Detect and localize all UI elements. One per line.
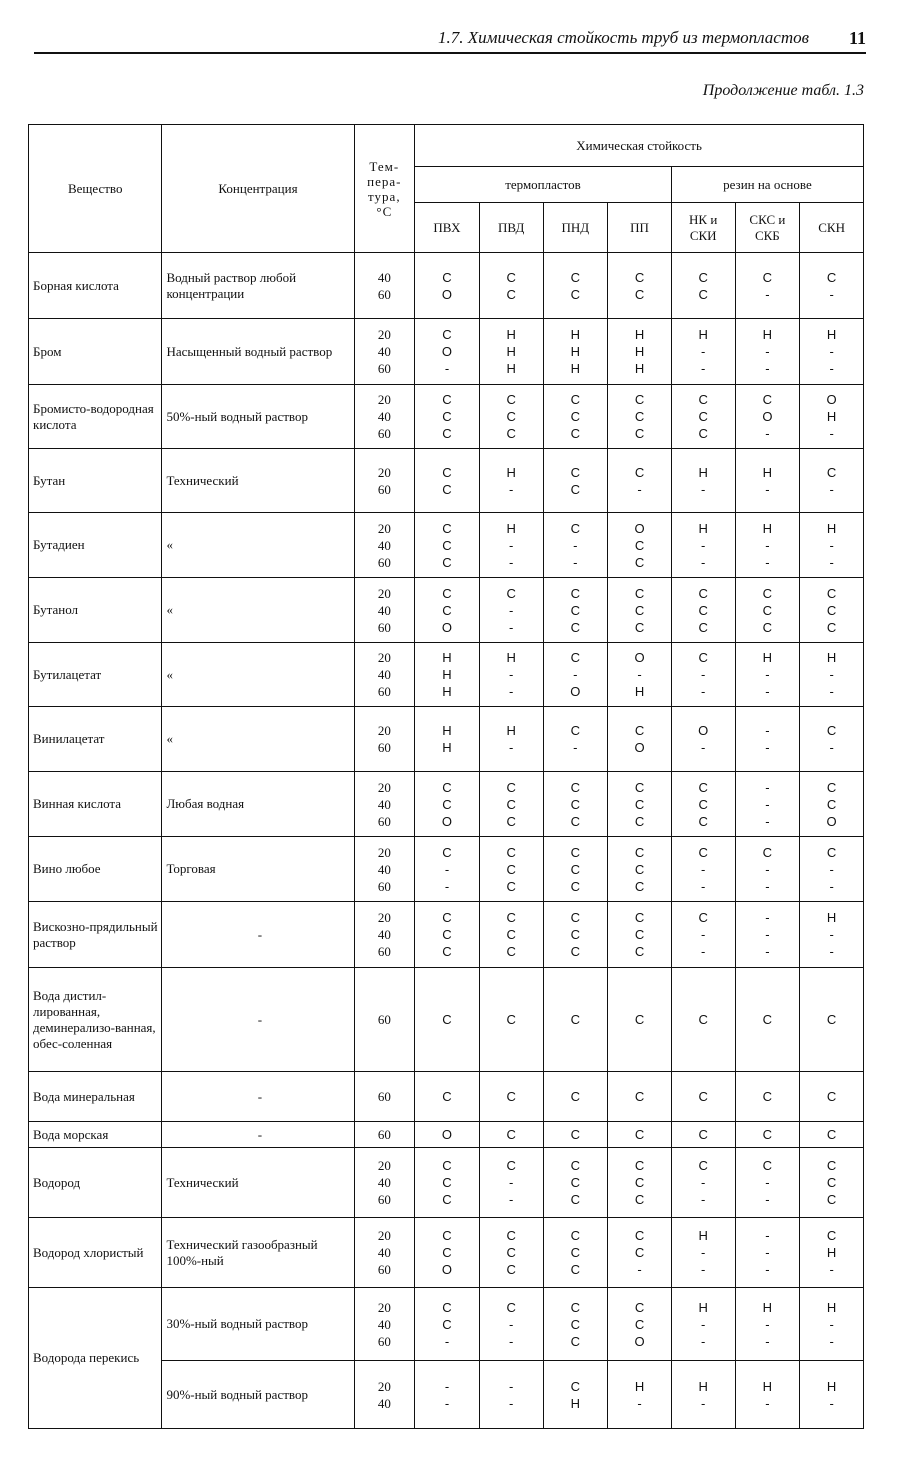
- table-row: [29, 449, 864, 513]
- resistance-value-cell: О: [415, 1122, 480, 1148]
- column-header-material: ПП: [608, 203, 672, 253]
- resistance-value-cell: С С О: [415, 772, 480, 837]
- resistance-value-cell: С С С: [479, 902, 543, 968]
- substance-cell: Водорода перекись: [29, 1288, 162, 1429]
- table-row: [29, 253, 864, 319]
- resistance-value-cell: О -: [671, 707, 735, 772]
- resistance-value-cell: С С С: [543, 578, 608, 643]
- resistance-value-cell: С О: [415, 253, 480, 319]
- resistance-value-cell: С С О: [800, 772, 864, 837]
- resistance-value-cell: С - -: [543, 513, 608, 578]
- resistance-value-cell: С С О: [415, 578, 480, 643]
- temperature-cell: 40 60: [354, 253, 415, 319]
- resistance-value-cell: О - Н: [608, 643, 672, 707]
- resistance-value-cell: С С: [671, 253, 735, 319]
- resistance-value-cell: С: [735, 1072, 800, 1122]
- temperature-cell: 20 40 60: [354, 513, 415, 578]
- substance-cell: Бутилацетат: [29, 643, 162, 707]
- running-header: [34, 26, 866, 54]
- resistance-value-cell: С: [671, 968, 735, 1072]
- column-header-substance: Вещество: [29, 125, 162, 253]
- table-row: [29, 319, 864, 385]
- concentration-cell: 50%-ный водный раствор: [162, 385, 354, 449]
- table-continuation-label: Продолжение табл. 1.3: [702, 82, 864, 99]
- resistance-value-cell: С: [479, 968, 543, 1072]
- resistance-value-cell: С - -: [479, 578, 543, 643]
- temperature-cell: 20 40 60: [354, 1288, 415, 1361]
- temperature-cell: 20 40 60: [354, 385, 415, 449]
- table-row: [29, 837, 864, 902]
- page-number: 11: [848, 28, 866, 48]
- resistance-value-cell: С С С: [608, 837, 672, 902]
- resistance-value-cell: С С С: [608, 578, 672, 643]
- resistance-value-cell: С С С: [543, 837, 608, 902]
- resistance-value-cell: С -: [608, 449, 672, 513]
- resistance-value-cell: Н - -: [479, 513, 543, 578]
- resistance-value-cell: Н -: [671, 449, 735, 513]
- resistance-value-cell: С: [479, 1072, 543, 1122]
- column-header-concentration: Концентрация: [162, 125, 354, 253]
- resistance-value-cell: С: [800, 1122, 864, 1148]
- resistance-value-cell: С С -: [608, 1218, 672, 1288]
- resistance-value-cell: С С -: [415, 1288, 480, 1361]
- resistance-value-cell: С -: [800, 253, 864, 319]
- resistance-value-cell: С С С: [608, 902, 672, 968]
- substance-cell: Бромисто-водородная кислота: [29, 385, 162, 449]
- concentration-cell: Технический газообразный 100%-ный: [162, 1218, 354, 1288]
- temperature-cell: 60: [354, 968, 415, 1072]
- table-row: [29, 1122, 864, 1148]
- temperature-cell: 20 60: [354, 707, 415, 772]
- concentration-cell: «: [162, 513, 354, 578]
- resistance-value-cell: С -: [800, 449, 864, 513]
- resistance-value-cell: Н - -: [479, 643, 543, 707]
- resistance-value-cell: Н -: [735, 1361, 800, 1429]
- table-row: [29, 968, 864, 1072]
- resistance-value-cell: - -: [479, 1361, 543, 1429]
- resistance-value-cell: Н - -: [735, 1288, 800, 1361]
- resistance-value-cell: С -: [800, 707, 864, 772]
- resistance-value-cell: Н -: [479, 707, 543, 772]
- resistance-value-cell: С С С: [543, 1218, 608, 1288]
- concentration-cell: -: [162, 968, 354, 1072]
- resistance-value-cell: С С С: [608, 385, 672, 449]
- concentration-cell: -: [162, 1122, 354, 1148]
- concentration-cell: «: [162, 643, 354, 707]
- resistance-value-cell: С С С: [800, 578, 864, 643]
- resistance-value-cell: С С: [608, 253, 672, 319]
- concentration-cell: -: [162, 1072, 354, 1122]
- concentration-cell: Любая водная: [162, 772, 354, 837]
- temperature-cell: 20 40: [354, 1361, 415, 1429]
- concentration-cell: Насыщенный водный раствор: [162, 319, 354, 385]
- resistance-value-cell: С С: [479, 253, 543, 319]
- substance-cell: Вода дистил-лированная, деминерализо-ванная, обес-соленная: [29, 968, 162, 1072]
- table-row: [29, 1218, 864, 1288]
- resistance-value-cell: С О: [608, 707, 672, 772]
- table-row: [29, 1072, 864, 1122]
- substance-cell: Водород хлористый: [29, 1218, 162, 1288]
- resistance-value-cell: С С С: [543, 772, 608, 837]
- resistance-value-cell: Н - -: [800, 902, 864, 968]
- resistance-value-cell: С С С: [800, 1148, 864, 1218]
- resistance-value-cell: Н Н: [415, 707, 480, 772]
- resistance-value-cell: - - -: [735, 1218, 800, 1288]
- resistance-value-cell: С С С: [543, 385, 608, 449]
- concentration-cell: Водный раствор любой концентрации: [162, 253, 354, 319]
- resistance-value-cell: Н Н Н: [479, 319, 543, 385]
- table-row: [29, 643, 864, 707]
- resistance-value-cell: Н Н Н: [415, 643, 480, 707]
- resistance-value-cell: С С С: [543, 902, 608, 968]
- concentration-cell: Торговая: [162, 837, 354, 902]
- concentration-cell: -: [162, 902, 354, 968]
- resistance-value-cell: С С С: [543, 1148, 608, 1218]
- resistance-value-cell: Н - -: [800, 513, 864, 578]
- substance-cell: Водород: [29, 1148, 162, 1218]
- table-row: [29, 578, 864, 643]
- resistance-value-cell: С С С: [415, 385, 480, 449]
- resistance-value-cell: С - -: [479, 1288, 543, 1361]
- substance-cell: Винная кислота: [29, 772, 162, 837]
- resistance-value-cell: Н - -: [671, 513, 735, 578]
- concentration-cell: Технический: [162, 449, 354, 513]
- resistance-value-cell: С - -: [671, 902, 735, 968]
- resistance-value-cell: - -: [415, 1361, 480, 1429]
- resistance-value-cell: С: [800, 968, 864, 1072]
- resistance-value-cell: С: [608, 1072, 672, 1122]
- resistance-value-cell: - - -: [735, 902, 800, 968]
- resistance-value-cell: С С О: [608, 1288, 672, 1361]
- temperature-cell: 20 40 60: [354, 643, 415, 707]
- resistance-value-cell: С О -: [415, 319, 480, 385]
- resistance-value-cell: С: [671, 1122, 735, 1148]
- substance-cell: Винилацетат: [29, 707, 162, 772]
- resistance-value-cell: С - -: [735, 837, 800, 902]
- resistance-value-cell: С С С: [608, 1148, 672, 1218]
- resistance-value-cell: Н -: [479, 449, 543, 513]
- resistance-value-cell: Н -: [671, 1361, 735, 1429]
- resistance-value-cell: С: [543, 968, 608, 1072]
- column-group-thermoplastics: термопластов: [415, 167, 672, 203]
- resistance-value-cell: С С С: [415, 902, 480, 968]
- resistance-value-cell: - - -: [735, 772, 800, 837]
- resistance-value-cell: С С: [543, 253, 608, 319]
- temperature-cell: 20 40 60: [354, 1218, 415, 1288]
- resistance-value-cell: Н - -: [671, 319, 735, 385]
- resistance-value-cell: С - О: [543, 643, 608, 707]
- table-row: [29, 772, 864, 837]
- resistance-value-cell: С -: [735, 253, 800, 319]
- resistance-value-cell: Н Н Н: [543, 319, 608, 385]
- resistance-value-cell: С С С: [671, 772, 735, 837]
- table-row: [29, 1148, 864, 1218]
- column-header-material: ПВХ: [415, 203, 480, 253]
- resistance-value-cell: О Н -: [800, 385, 864, 449]
- resistance-value-cell: Н - -: [671, 1288, 735, 1361]
- substance-cell: Борная кислота: [29, 253, 162, 319]
- resistance-value-cell: Н -: [800, 1361, 864, 1429]
- substance-cell: Вискозно-прядильный раствор: [29, 902, 162, 968]
- resistance-value-cell: С: [608, 1122, 672, 1148]
- resistance-value-cell: Н - -: [735, 643, 800, 707]
- resistance-value-cell: С С С: [479, 772, 543, 837]
- resistance-value-cell: С О -: [735, 385, 800, 449]
- column-header-material: ПНД: [543, 203, 608, 253]
- resistance-value-cell: С С С: [415, 513, 480, 578]
- resistance-value-cell: С - -: [671, 643, 735, 707]
- resistance-value-cell: С С С: [671, 578, 735, 643]
- resistance-value-cell: - -: [735, 707, 800, 772]
- temperature-cell: 20 60: [354, 449, 415, 513]
- resistance-value-cell: С Н -: [800, 1218, 864, 1288]
- substance-cell: Бром: [29, 319, 162, 385]
- resistance-value-cell: С - -: [735, 1148, 800, 1218]
- table-row: [29, 385, 864, 449]
- resistance-value-cell: С С: [543, 449, 608, 513]
- resistance-value-cell: Н Н Н: [608, 319, 672, 385]
- resistance-value-cell: С: [543, 1122, 608, 1148]
- substance-cell: Бутанол: [29, 578, 162, 643]
- resistance-value-cell: С С: [415, 449, 480, 513]
- resistance-value-cell: С - -: [479, 1148, 543, 1218]
- resistance-value-cell: Н - -: [800, 1288, 864, 1361]
- substance-cell: Бутадиен: [29, 513, 162, 578]
- temperature-cell: 20 40 60: [354, 319, 415, 385]
- resistance-value-cell: С: [479, 1122, 543, 1148]
- resistance-value-cell: С С С: [735, 578, 800, 643]
- substance-cell: Вода морская: [29, 1122, 162, 1148]
- resistance-value-cell: С - -: [415, 837, 480, 902]
- resistance-value-cell: С С С: [479, 837, 543, 902]
- temperature-cell: 60: [354, 1122, 415, 1148]
- substance-cell: Вода минеральная: [29, 1072, 162, 1122]
- resistance-value-cell: Н -: [608, 1361, 672, 1429]
- resistance-value-cell: С -: [543, 707, 608, 772]
- resistance-value-cell: Н -: [735, 449, 800, 513]
- resistance-value-cell: С: [735, 968, 800, 1072]
- table-row: [29, 1288, 864, 1361]
- temperature-cell: 20 40 60: [354, 578, 415, 643]
- column-header-material: НК и СКИ: [671, 203, 735, 253]
- resistance-value-cell: С Н: [543, 1361, 608, 1429]
- table-row: [29, 902, 864, 968]
- resistance-value-cell: С: [415, 1072, 480, 1122]
- column-header-material: СКН: [800, 203, 864, 253]
- resistance-value-cell: С С С: [543, 1288, 608, 1361]
- table-row: [29, 707, 864, 772]
- resistance-value-cell: Н - -: [735, 319, 800, 385]
- chemical-resistance-table: [28, 124, 864, 1429]
- concentration-cell: «: [162, 578, 354, 643]
- resistance-value-cell: С: [671, 1072, 735, 1122]
- resistance-value-cell: О С С: [608, 513, 672, 578]
- resistance-value-cell: С: [735, 1122, 800, 1148]
- temperature-cell: 20 40 60: [354, 772, 415, 837]
- concentration-cell: 90%-ный водный раствор: [162, 1361, 354, 1429]
- resistance-value-cell: С С С: [671, 385, 735, 449]
- resistance-value-cell: Н - -: [671, 1218, 735, 1288]
- column-header-material: ПВД: [479, 203, 543, 253]
- resistance-value-cell: С: [800, 1072, 864, 1122]
- substance-cell: Бутан: [29, 449, 162, 513]
- resistance-value-cell: С - -: [800, 837, 864, 902]
- concentration-cell: 30%-ный водный раствор: [162, 1288, 354, 1361]
- column-header-material: СКС и СКБ: [735, 203, 800, 253]
- resistance-value-cell: С С С: [479, 1218, 543, 1288]
- temperature-cell: 60: [354, 1072, 415, 1122]
- resistance-value-cell: С: [415, 968, 480, 1072]
- resistance-value-cell: С - -: [671, 1148, 735, 1218]
- table-row: [29, 513, 864, 578]
- resistance-value-cell: С С С: [608, 772, 672, 837]
- concentration-cell: «: [162, 707, 354, 772]
- column-header-temperature: Тем- пера- тура, °С: [354, 125, 415, 253]
- resistance-value-cell: Н - -: [800, 643, 864, 707]
- temperature-cell: 20 40 60: [354, 902, 415, 968]
- column-group-rubbers: резин на основе: [671, 167, 863, 203]
- temperature-cell: 20 40 60: [354, 837, 415, 902]
- resistance-value-cell: С С О: [415, 1218, 480, 1288]
- resistance-value-cell: С С С: [415, 1148, 480, 1218]
- resistance-value-cell: С - -: [671, 837, 735, 902]
- resistance-value-cell: Н - -: [800, 319, 864, 385]
- resistance-value-cell: Н - -: [735, 513, 800, 578]
- column-header-chemical-resistance: Химическая стойкость: [415, 125, 864, 167]
- resistance-value-cell: С: [608, 968, 672, 1072]
- running-title: 1.7. Химическая стойкость труб из термопластов: [437, 28, 809, 47]
- concentration-cell: Технический: [162, 1148, 354, 1218]
- resistance-value-cell: С С С: [479, 385, 543, 449]
- substance-cell: Вино любое: [29, 837, 162, 902]
- resistance-value-cell: С: [543, 1072, 608, 1122]
- temperature-cell: 20 40 60: [354, 1148, 415, 1218]
